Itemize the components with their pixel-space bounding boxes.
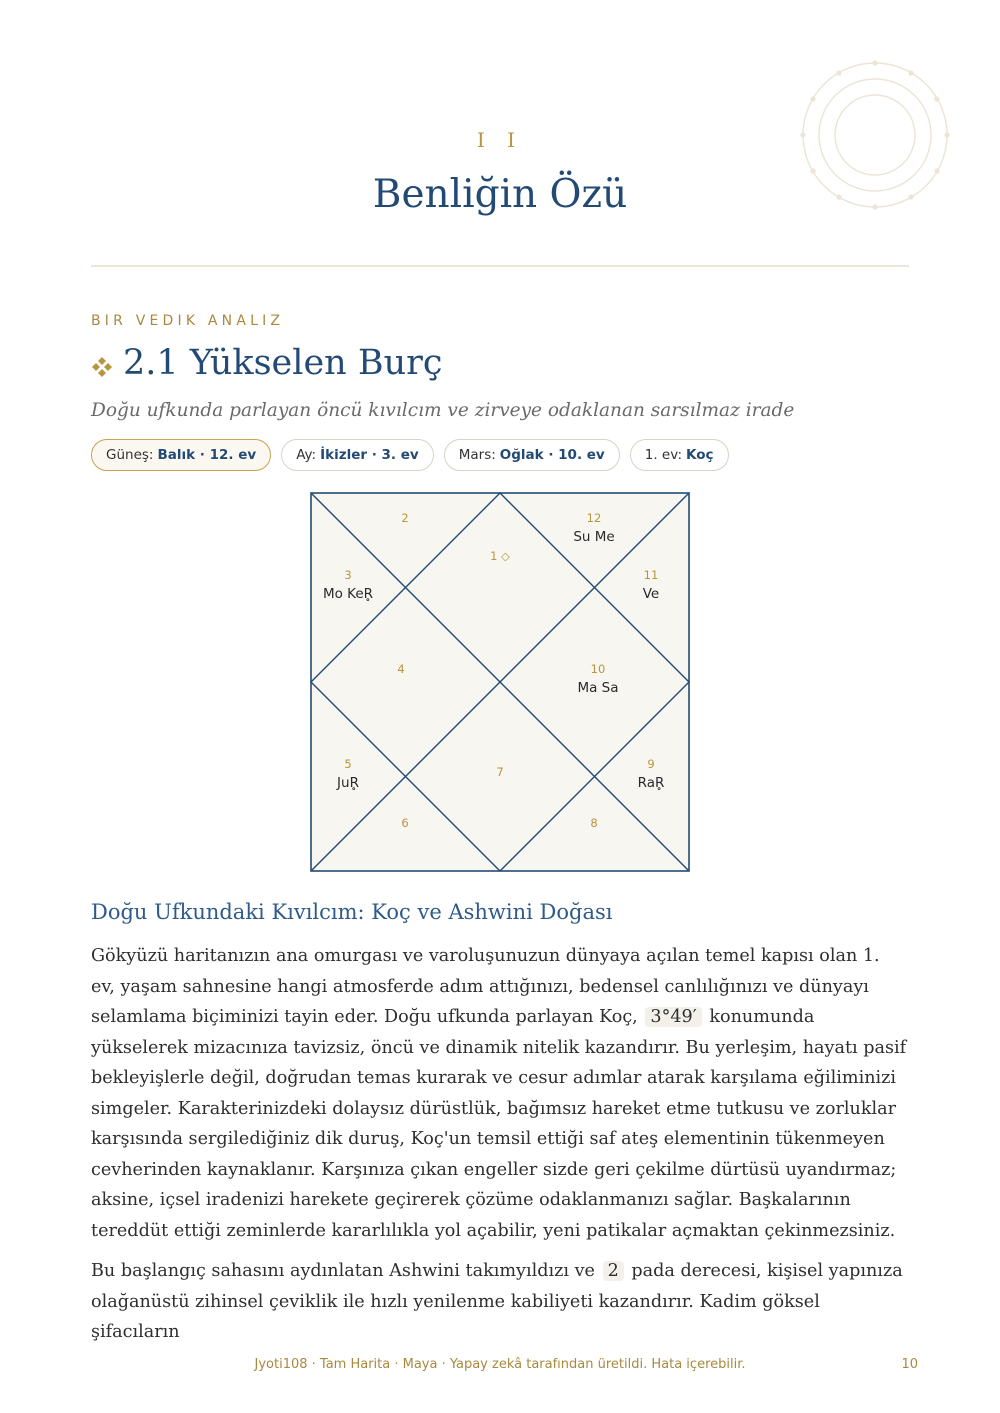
pill-label: Ay: — [296, 447, 317, 463]
house-number: 9 — [647, 757, 655, 771]
planet-label: Ve — [642, 586, 660, 602]
subsection-heading: Doğu Ufkundaki Kıvılcım: Koç ve Ashwini Doğası — [91, 900, 613, 924]
section-subtitle: Doğu ufkunda parlayan öncü kıvılcım ve zirveye odaklanan sarsılmaz irade — [91, 400, 795, 421]
pill-label: Güneş: — [106, 447, 154, 463]
diamond-ornament-icon — [91, 356, 113, 378]
paragraph-text: Bu başlangıç sahasını aydınlatan Ashwini takımyıldızı ve — [91, 1261, 595, 1281]
planet-label: JuR̥ — [337, 775, 359, 791]
pill-label: 1. ev: — [644, 447, 683, 463]
house-number: 10 — [590, 662, 606, 676]
planet-label: Mo KeR̥ — [322, 586, 374, 602]
house-number: 4 — [397, 662, 405, 676]
house-number: 11 — [643, 568, 659, 582]
page-number: 10 — [901, 1357, 918, 1372]
house-number: 1 ◇ — [490, 549, 510, 563]
pill-value: Koç — [686, 447, 714, 463]
pada-chip: 2 — [603, 1261, 624, 1281]
pill-first-house[interactable] — [630, 439, 729, 471]
house-number: 6 — [401, 816, 409, 830]
planet-label: Ma Sa — [577, 680, 619, 696]
pill-value: İkizler · 3. ev — [320, 447, 419, 463]
pill-mars[interactable] — [444, 439, 620, 471]
house-number: 2 — [401, 511, 409, 525]
birth-chart — [310, 492, 690, 872]
paragraph-text: konumunda yükselerek mizacınıza tavizsiz, öncü ve dinamik nitelik kazandırır. Bu yerleşim, hayatı pasif bekleyişlerle değil, doğrudan temas kurarak ve cesur adımlar atarak karşılama eğiliminizi simgeler. Karakterinizdeki dolaysız dürüstlük, bağımsız hareket etme tutkusu ve zorluklar karşısında sergilediğiniz dik duruş, Koç'un temsil ettiği saf ateş elementinin tükenmeyen cevherinden kaynaklanır. Karşınıza çıkan engeller sizde geri çekilme dürtüsü uyandırmaz; aksine, içsel iradenizi harekete geçirerek çözüme odaklanmanızı sağlar. Başkalarının tereddüt ettiği zeminlerde kararlılıkla yol açabilir, yeni patikalar açmaktan çekinmezsiniz. — [91, 1007, 907, 1241]
planet-label: RaR̥ — [637, 775, 665, 791]
divider — [91, 265, 909, 267]
house-number: 12 — [586, 511, 602, 525]
planet-label: Su Me — [573, 529, 615, 545]
pill-sun[interactable] — [91, 439, 271, 471]
chapter-number: I I — [476, 128, 524, 152]
degree-chip: 3°49′ — [645, 1007, 701, 1027]
paragraph-text: pada derecesi, kişisel yapınıza olağanüstü zihinsel çeviklik ile hızlı yenilenme kabiliyeti kazandırır. Kadim göksel şifacıların — [91, 1261, 903, 1342]
pill-label: Mars: — [458, 447, 496, 463]
chapter-title: Benliğin Özü — [372, 172, 628, 217]
house-number: 5 — [344, 757, 352, 771]
pill-moon[interactable] — [281, 439, 434, 471]
section-title: 2.1 Yükselen Burç — [123, 343, 443, 383]
body-paragraph — [91, 941, 909, 1246]
pill-value: Oğlak · 10. ev — [499, 447, 605, 463]
placement-pills — [91, 439, 729, 471]
paragraph-text: Gökyüzü haritanızın ana omurgası ve varoluşunuzun dünyaya açılan temel kapısı olan 1. ev, yaşam sahnesine hangi atmosferde adım attığınızı, bedensel canlılığınızı ve dünyayı selamlama biçiminizi tayin eder. Doğu ufkunda parlayan Koç, — [91, 946, 880, 1027]
page-footer: Jyoti108 · Tam Harita · Maya · Yapay zekâ tarafından üretildi. Hata içerebilir. — [254, 1357, 746, 1372]
section-header — [91, 343, 442, 383]
section-eyebrow: BIR VEDIK ANALIZ — [91, 313, 285, 329]
body-paragraph — [91, 1256, 909, 1348]
house-number: 7 — [496, 765, 504, 779]
house-number: 3 — [344, 568, 352, 582]
pill-value: Balık · 12. ev — [157, 447, 257, 463]
house-number: 8 — [590, 816, 598, 830]
